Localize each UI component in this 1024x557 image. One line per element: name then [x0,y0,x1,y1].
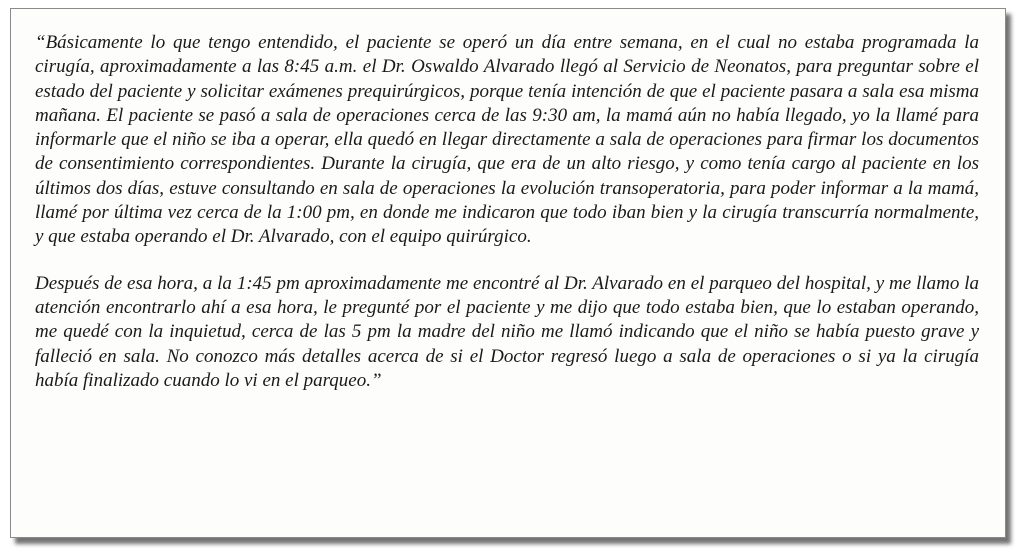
quote-box [10,8,1006,538]
quote-paragraph-2: Después de esa hora, a la 1:45 pm aproximadamente me encontré al Dr. Alvarado en el parqueo del hospital, y me llamo la atención encontrarlo ahí a esa hora, le pregunté por el paciente y me dijo que todo estaba bien, que lo estaban operando, me quedé con la inquietud, cerca de las 5 pm la madre del niño me llamó indicando que el niño se había puesto grave y falleció en sala. No conozco más detalles acerca de si el Doctor regresó luego a sala de operaciones o si ya la cirugía había finalizado cuando lo vi en el parqueo.” [35,272,979,391]
quote-paragraph-1: “Básicamente lo que tengo entendido, el paciente se operó un día entre semana, en el cual no estaba programada la cirugía, aproximadamente a las 8:45 a.m. el Dr. Oswaldo Alvarado llegó al Servicio de Neonatos, para preguntar sobre el estado del paciente y solicitar exámenes prequirúrgicos, porque tenía intención de que el paciente pasara a sala esa misma mañana. El paciente se pasó a sala de operaciones cerca de las 9:30 am, la mamá aún no había llegado, yo la llamé para informarle que el niño se iba a operar, ella quedó en llegar directamente a sala de operaciones para firmar los documentos de consentimiento correspondientes. Durante la cirugía, que era de un alto riesgo, y como tenía cargo al paciente en los últimos dos días, estuve consultando en sala de operaciones la evolución transoperatoria, para poder informar a la mamá, llamé por última vez cerca de la 1:00 pm, en donde me indicaron que todo iban bien y la cirugía transcurría normalmente, y que estaba operando el Dr. Alvarado, con el equipo quirúrgico. [35,32,979,248]
